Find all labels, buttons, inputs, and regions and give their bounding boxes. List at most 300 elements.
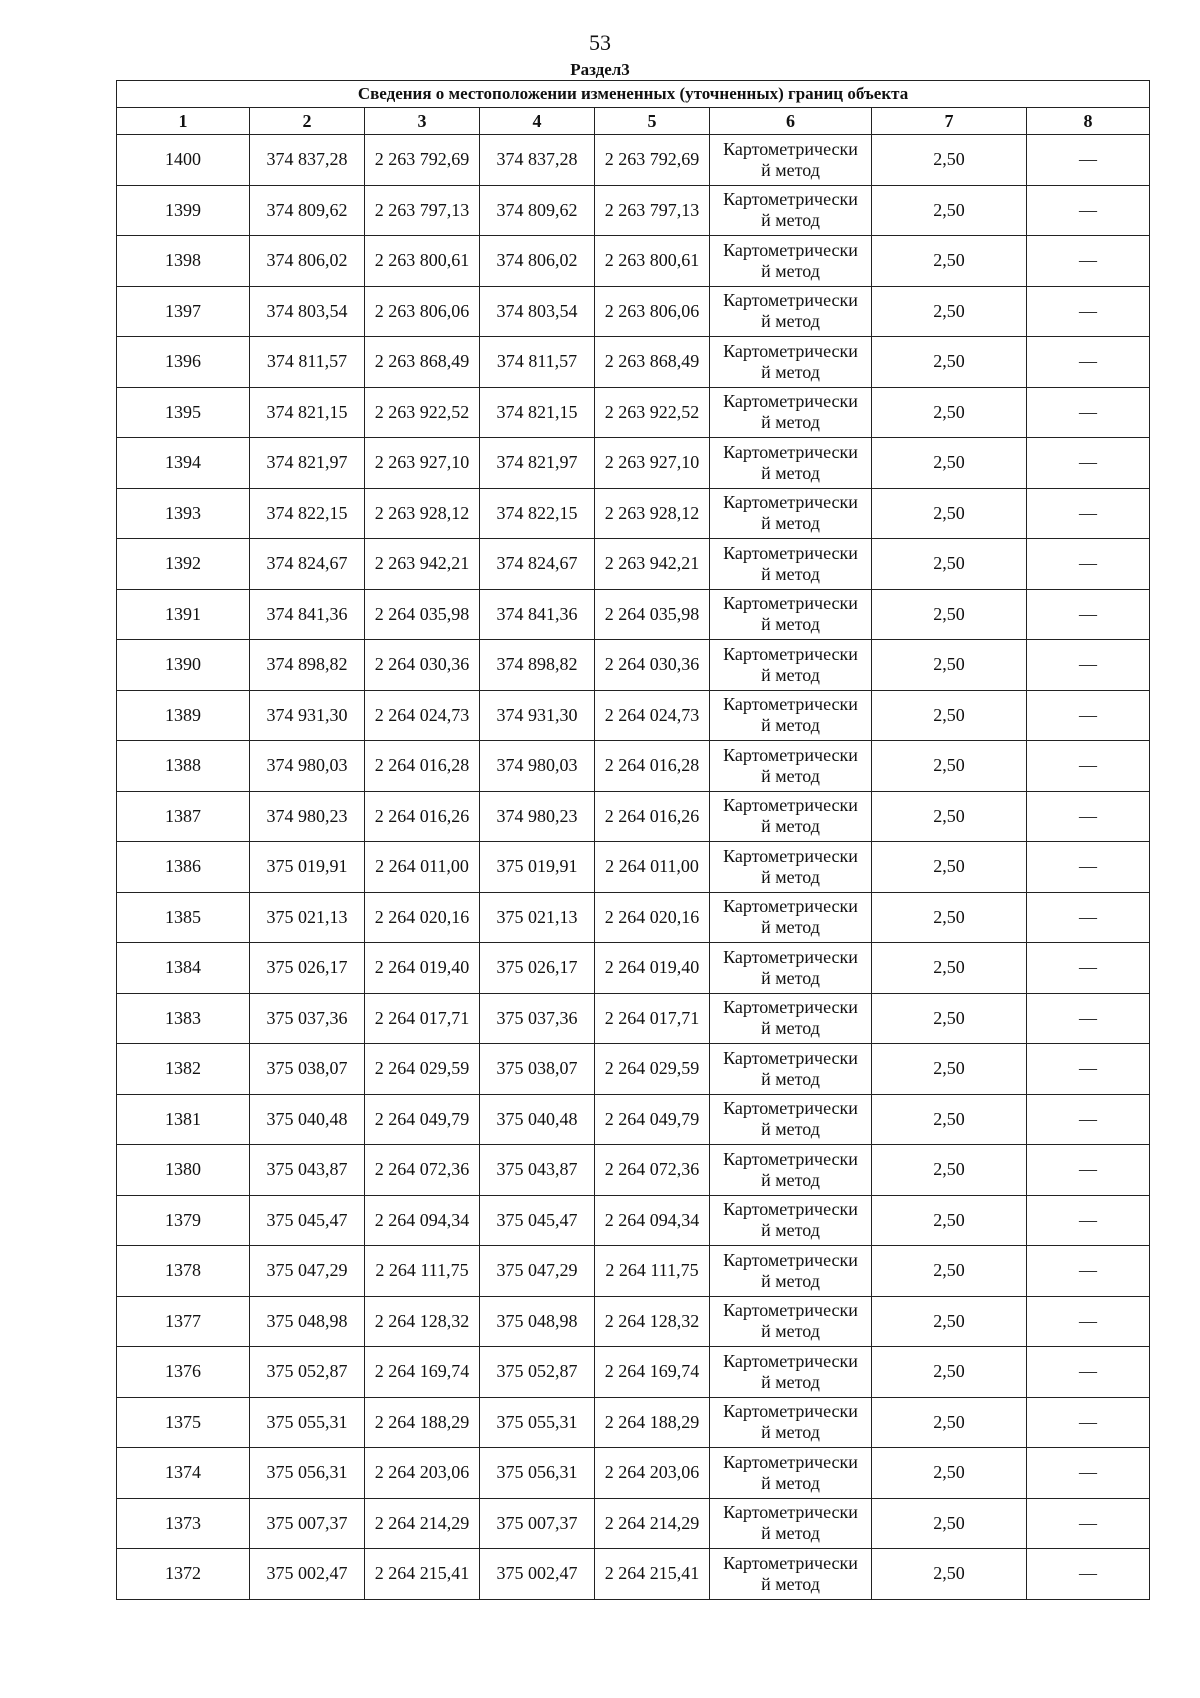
coordinate-y-cell: 2 263 806,06 [365,286,480,337]
column-number-row [117,108,1150,135]
coordinate-y-cell: 2 264 214,29 [365,1498,480,1549]
coordinate-y-cell: 2 264 049,79 [365,1094,480,1145]
accuracy-cell: 2,50 [872,1094,1027,1145]
method-cell [710,135,872,186]
description-cell: — [1027,1498,1150,1549]
coordinate-y-cell: 2 264 214,29 [595,1498,710,1549]
method-cell [710,1094,872,1145]
method-cell [710,337,872,388]
coordinate-y-cell: 2 264 016,26 [365,791,480,842]
accuracy-cell: 2,50 [872,842,1027,893]
coordinate-x-cell: 375 040,48 [480,1094,595,1145]
column-number-6: 6 [710,108,872,135]
description-cell: — [1027,387,1150,438]
method-line-2: й метод [761,765,820,786]
method-cell [710,185,872,236]
table-row [117,438,1150,489]
coordinate-y-cell: 2 264 035,98 [365,589,480,640]
table-row [117,337,1150,388]
coordinate-y-cell: 2 264 019,40 [365,943,480,994]
table-row [117,589,1150,640]
coordinate-y-cell: 2 264 020,16 [365,892,480,943]
table-row [117,1195,1150,1246]
point-number-cell: 1379 [117,1195,250,1246]
coordinate-y-cell: 2 264 111,75 [365,1246,480,1297]
accuracy-cell: 2,50 [872,640,1027,691]
coordinate-y-cell: 2 263 928,12 [595,488,710,539]
method-line-1: Картометрически [723,239,858,260]
coordinate-y-cell: 2 263 792,69 [595,135,710,186]
table-row [117,539,1150,590]
description-cell: — [1027,892,1150,943]
accuracy-cell: 2,50 [872,589,1027,640]
accuracy-cell: 2,50 [872,1397,1027,1448]
description-cell: — [1027,842,1150,893]
method-line-2: й метод [761,1472,820,1493]
method-cell [710,892,872,943]
coordinate-y-cell: 2 263 806,06 [595,286,710,337]
coordinate-y-cell: 2 264 169,74 [595,1347,710,1398]
coordinate-x-cell: 374 980,23 [480,791,595,842]
coordinate-x-cell: 374 811,57 [480,337,595,388]
method-line-1: Картометрически [723,492,858,513]
table-row [117,690,1150,741]
table-row [117,236,1150,287]
description-cell: — [1027,438,1150,489]
description-cell: — [1027,741,1150,792]
table-body [117,135,1150,1600]
coordinate-x-cell: 375 002,47 [250,1549,365,1600]
method-line-1: Картометрически [723,694,858,715]
table-row [117,943,1150,994]
coordinate-y-cell: 2 264 094,34 [365,1195,480,1246]
coordinate-y-cell: 2 264 024,73 [595,690,710,741]
coordinate-y-cell: 2 264 016,26 [595,791,710,842]
method-line-1: Картометрически [723,1401,858,1422]
method-line-1: Картометрически [723,795,858,816]
accuracy-cell: 2,50 [872,791,1027,842]
method-line-1: Картометрически [723,896,858,917]
accuracy-cell: 2,50 [872,1448,1027,1499]
method-line-1: Картометрически [723,290,858,311]
table-row [117,286,1150,337]
column-number-2: 2 [250,108,365,135]
accuracy-cell: 2,50 [872,438,1027,489]
coordinate-x-cell: 375 038,07 [480,1044,595,1095]
coordinate-y-cell: 2 263 797,13 [365,185,480,236]
accuracy-cell: 2,50 [872,1246,1027,1297]
method-cell [710,488,872,539]
coordinate-x-cell: 374 837,28 [480,135,595,186]
accuracy-cell: 2,50 [872,993,1027,1044]
point-number-cell: 1396 [117,337,250,388]
point-number-cell: 1393 [117,488,250,539]
coordinate-y-cell: 2 264 029,59 [365,1044,480,1095]
coordinate-y-cell: 2 263 927,10 [595,438,710,489]
table-row [117,1246,1150,1297]
method-line-2: й метод [761,159,820,180]
coordinate-y-cell: 2 264 016,28 [595,741,710,792]
coordinate-x-cell: 375 056,31 [250,1448,365,1499]
method-line-2: й метод [761,664,820,685]
accuracy-cell: 2,50 [872,539,1027,590]
coordinate-y-cell: 2 263 922,52 [595,387,710,438]
method-line-1: Картометрически [723,138,858,159]
description-cell: — [1027,1397,1150,1448]
coordinate-x-cell: 375 021,13 [250,892,365,943]
coordinate-y-cell: 2 264 188,29 [595,1397,710,1448]
coordinate-x-cell: 374 931,30 [250,690,365,741]
coordinate-y-cell: 2 264 029,59 [595,1044,710,1095]
accuracy-cell: 2,50 [872,1195,1027,1246]
description-cell: — [1027,589,1150,640]
point-number-cell: 1392 [117,539,250,590]
method-line-1: Картометрически [723,189,858,210]
description-cell: — [1027,1195,1150,1246]
method-line-1: Картометрически [723,542,858,563]
coordinate-x-cell: 375 038,07 [250,1044,365,1095]
table-row [117,185,1150,236]
table-row [117,741,1150,792]
coordinate-y-cell: 2 264 111,75 [595,1246,710,1297]
coordinate-y-cell: 2 264 128,32 [595,1296,710,1347]
coordinate-x-cell: 375 056,31 [480,1448,595,1499]
method-line-2: й метод [761,917,820,938]
method-cell [710,589,872,640]
method-line-1: Картометрически [723,1047,858,1068]
coordinate-x-cell: 375 043,87 [480,1145,595,1196]
table-row [117,640,1150,691]
column-number-5: 5 [595,108,710,135]
method-line-2: й метод [761,412,820,433]
column-number-7: 7 [872,108,1027,135]
coordinate-y-cell: 2 264 016,28 [365,741,480,792]
coordinate-y-cell: 2 263 800,61 [365,236,480,287]
description-cell: — [1027,236,1150,287]
coordinate-x-cell: 375 007,37 [250,1498,365,1549]
method-cell [710,1296,872,1347]
table-row [117,1296,1150,1347]
coordinate-x-cell: 374 841,36 [250,589,365,640]
method-line-1: Картометрически [723,744,858,765]
coordinate-x-cell: 374 821,97 [480,438,595,489]
description-cell: — [1027,690,1150,741]
table-row [117,135,1150,186]
method-line-2: й метод [761,1573,820,1594]
method-line-2: й метод [761,866,820,887]
point-number-cell: 1384 [117,943,250,994]
coordinate-x-cell: 374 806,02 [250,236,365,287]
column-number-4: 4 [480,108,595,135]
column-number-8: 8 [1027,108,1150,135]
table-row [117,1549,1150,1600]
coordinate-x-cell: 374 824,67 [250,539,365,590]
method-line-2: й метод [761,513,820,534]
coordinate-x-cell: 374 980,23 [250,791,365,842]
method-line-2: й метод [761,563,820,584]
method-line-1: Картометрически [723,1148,858,1169]
method-cell [710,1397,872,1448]
point-number-cell: 1376 [117,1347,250,1398]
method-line-2: й метод [761,967,820,988]
description-cell: — [1027,640,1150,691]
coordinate-y-cell: 2 264 020,16 [595,892,710,943]
coordinate-x-cell: 375 055,31 [250,1397,365,1448]
accuracy-cell: 2,50 [872,1347,1027,1398]
point-number-cell: 1399 [117,185,250,236]
point-number-cell: 1388 [117,741,250,792]
coordinate-y-cell: 2 264 024,73 [365,690,480,741]
coordinate-y-cell: 2 264 030,36 [595,640,710,691]
coordinate-x-cell: 374 898,82 [480,640,595,691]
point-number-cell: 1372 [117,1549,250,1600]
coordinate-y-cell: 2 264 094,34 [595,1195,710,1246]
accuracy-cell: 2,50 [872,185,1027,236]
point-number-cell: 1391 [117,589,250,640]
method-line-2: й метод [761,1371,820,1392]
description-cell: — [1027,135,1150,186]
coordinate-x-cell: 375 045,47 [250,1195,365,1246]
description-cell: — [1027,1549,1150,1600]
description-cell: — [1027,943,1150,994]
table-row [117,1347,1150,1398]
accuracy-cell: 2,50 [872,337,1027,388]
coordinate-x-cell: 375 026,17 [250,943,365,994]
table-row [117,1044,1150,1095]
method-line-1: Картометрически [723,1199,858,1220]
method-line-2: й метод [761,1523,820,1544]
method-line-1: Картометрически [723,1350,858,1371]
accuracy-cell: 2,50 [872,690,1027,741]
point-number-cell: 1373 [117,1498,250,1549]
coordinate-y-cell: 2 264 203,06 [365,1448,480,1499]
method-line-1: Картометрически [723,441,858,462]
description-cell: — [1027,1246,1150,1297]
description-cell: — [1027,1448,1150,1499]
method-cell [710,690,872,741]
method-line-1: Картометрически [723,946,858,967]
coordinate-y-cell: 2 263 922,52 [365,387,480,438]
method-cell [710,943,872,994]
method-line-2: й метод [761,614,820,635]
point-number-cell: 1378 [117,1246,250,1297]
coordinate-y-cell: 2 263 868,49 [365,337,480,388]
coordinate-y-cell: 2 263 792,69 [365,135,480,186]
coordinate-x-cell: 374 809,62 [250,185,365,236]
accuracy-cell: 2,50 [872,741,1027,792]
description-cell: — [1027,1094,1150,1145]
coordinate-y-cell: 2 264 030,36 [365,640,480,691]
point-number-cell: 1394 [117,438,250,489]
accuracy-cell: 2,50 [872,943,1027,994]
method-line-2: й метод [761,1119,820,1140]
method-line-2: й метод [761,1018,820,1039]
method-line-2: й метод [761,311,820,332]
point-number-cell: 1380 [117,1145,250,1196]
table-row [117,993,1150,1044]
accuracy-cell: 2,50 [872,488,1027,539]
coordinate-x-cell: 374 809,62 [480,185,595,236]
coordinate-x-cell: 374 803,54 [250,286,365,337]
accuracy-cell: 2,50 [872,236,1027,287]
method-cell [710,1145,872,1196]
coordinate-y-cell: 2 263 797,13 [595,185,710,236]
method-cell [710,741,872,792]
coordinate-y-cell: 2 264 017,71 [595,993,710,1044]
method-cell [710,1347,872,1398]
coordinate-y-cell: 2 264 049,79 [595,1094,710,1145]
method-line-2: й метод [761,1270,820,1291]
coordinate-y-cell: 2 263 800,61 [595,236,710,287]
table-row [117,1498,1150,1549]
coordinate-y-cell: 2 264 072,36 [365,1145,480,1196]
coordinate-x-cell: 375 048,98 [250,1296,365,1347]
coordinate-x-cell: 374 837,28 [250,135,365,186]
description-cell: — [1027,1347,1150,1398]
method-line-1: Картометрически [723,1502,858,1523]
coordinate-y-cell: 2 264 188,29 [365,1397,480,1448]
coordinate-x-cell: 375 045,47 [480,1195,595,1246]
method-line-1: Картометрически [723,643,858,664]
method-line-2: й метод [761,816,820,837]
method-cell [710,1549,872,1600]
accuracy-cell: 2,50 [872,892,1027,943]
coordinate-x-cell: 374 980,03 [250,741,365,792]
method-line-2: й метод [761,1321,820,1342]
coordinate-x-cell: 375 048,98 [480,1296,595,1347]
coordinate-x-cell: 375 019,91 [480,842,595,893]
method-line-2: й метод [761,1422,820,1443]
point-number-cell: 1385 [117,892,250,943]
table-row [117,1145,1150,1196]
coordinate-x-cell: 374 803,54 [480,286,595,337]
table-row [117,791,1150,842]
method-cell [710,791,872,842]
point-number-cell: 1395 [117,387,250,438]
coordinate-x-cell: 375 021,13 [480,892,595,943]
accuracy-cell: 2,50 [872,286,1027,337]
method-cell [710,842,872,893]
method-line-2: й метод [761,260,820,281]
method-line-2: й метод [761,1169,820,1190]
method-cell [710,387,872,438]
method-line-1: Картометрически [723,1300,858,1321]
point-number-cell: 1382 [117,1044,250,1095]
coordinate-x-cell: 375 055,31 [480,1397,595,1448]
column-number-3: 3 [365,108,480,135]
coordinate-x-cell: 375 007,37 [480,1498,595,1549]
description-cell: — [1027,286,1150,337]
accuracy-cell: 2,50 [872,387,1027,438]
coordinate-y-cell: 2 264 035,98 [595,589,710,640]
point-number-cell: 1386 [117,842,250,893]
description-cell: — [1027,791,1150,842]
coordinate-x-cell: 375 052,87 [480,1347,595,1398]
coordinate-x-cell: 374 824,67 [480,539,595,590]
coordinate-x-cell: 374 931,30 [480,690,595,741]
description-cell: — [1027,185,1150,236]
method-cell [710,438,872,489]
method-line-2: й метод [761,1068,820,1089]
coordinate-x-cell: 374 821,97 [250,438,365,489]
description-cell: — [1027,337,1150,388]
point-number-cell: 1387 [117,791,250,842]
point-number-cell: 1398 [117,236,250,287]
coordinate-x-cell: 374 822,15 [250,488,365,539]
method-cell [710,1448,872,1499]
column-number-1: 1 [117,108,250,135]
coordinate-y-cell: 2 264 215,41 [595,1549,710,1600]
coordinate-x-cell: 375 047,29 [480,1246,595,1297]
method-line-1: Картометрически [723,340,858,361]
description-cell: — [1027,539,1150,590]
method-cell [710,1498,872,1549]
description-cell: — [1027,993,1150,1044]
coordinate-x-cell: 374 822,15 [480,488,595,539]
coordinate-y-cell: 2 264 011,00 [595,842,710,893]
coordinate-y-cell: 2 263 927,10 [365,438,480,489]
point-number-cell: 1390 [117,640,250,691]
description-cell: — [1027,1296,1150,1347]
coordinate-x-cell: 375 043,87 [250,1145,365,1196]
table-row [117,488,1150,539]
coordinate-x-cell: 374 841,36 [480,589,595,640]
coordinate-y-cell: 2 264 203,06 [595,1448,710,1499]
accuracy-cell: 2,50 [872,1296,1027,1347]
method-cell [710,1195,872,1246]
coordinate-x-cell: 374 821,15 [480,387,595,438]
coordinate-x-cell: 375 037,36 [250,993,365,1044]
method-cell [710,539,872,590]
method-line-1: Картометрически [723,1098,858,1119]
table-caption: Сведения о местоположении измененных (уточненных) границ объекта [117,81,1150,108]
description-cell: — [1027,1044,1150,1095]
accuracy-cell: 2,50 [872,1145,1027,1196]
coordinate-x-cell: 375 026,17 [480,943,595,994]
table-row [117,892,1150,943]
coordinate-y-cell: 2 263 928,12 [365,488,480,539]
accuracy-cell: 2,50 [872,1498,1027,1549]
coordinate-y-cell: 2 264 017,71 [365,993,480,1044]
coordinate-x-cell: 374 806,02 [480,236,595,287]
coordinate-y-cell: 2 264 019,40 [595,943,710,994]
method-line-2: й метод [761,715,820,736]
coordinate-x-cell: 375 019,91 [250,842,365,893]
table-row [117,1094,1150,1145]
method-line-2: й метод [761,361,820,382]
method-line-1: Картометрически [723,997,858,1018]
coordinate-x-cell: 375 047,29 [250,1246,365,1297]
coordinate-x-cell: 375 002,47 [480,1549,595,1600]
coordinate-y-cell: 2 264 072,36 [595,1145,710,1196]
method-line-2: й метод [761,1220,820,1241]
method-line-1: Картометрически [723,1249,858,1270]
coordinate-y-cell: 2 263 942,21 [365,539,480,590]
section-title: Раздел3 [570,60,630,79]
accuracy-cell: 2,50 [872,1549,1027,1600]
method-cell [710,1246,872,1297]
description-cell: — [1027,1145,1150,1196]
table-row [117,1448,1150,1499]
method-cell [710,1044,872,1095]
point-number-cell: 1375 [117,1397,250,1448]
coordinate-y-cell: 2 264 169,74 [365,1347,480,1398]
coordinate-y-cell: 2 263 868,49 [595,337,710,388]
method-line-1: Картометрически [723,1552,858,1573]
coordinate-y-cell: 2 264 128,32 [365,1296,480,1347]
coordinate-x-cell: 375 037,36 [480,993,595,1044]
method-cell [710,236,872,287]
